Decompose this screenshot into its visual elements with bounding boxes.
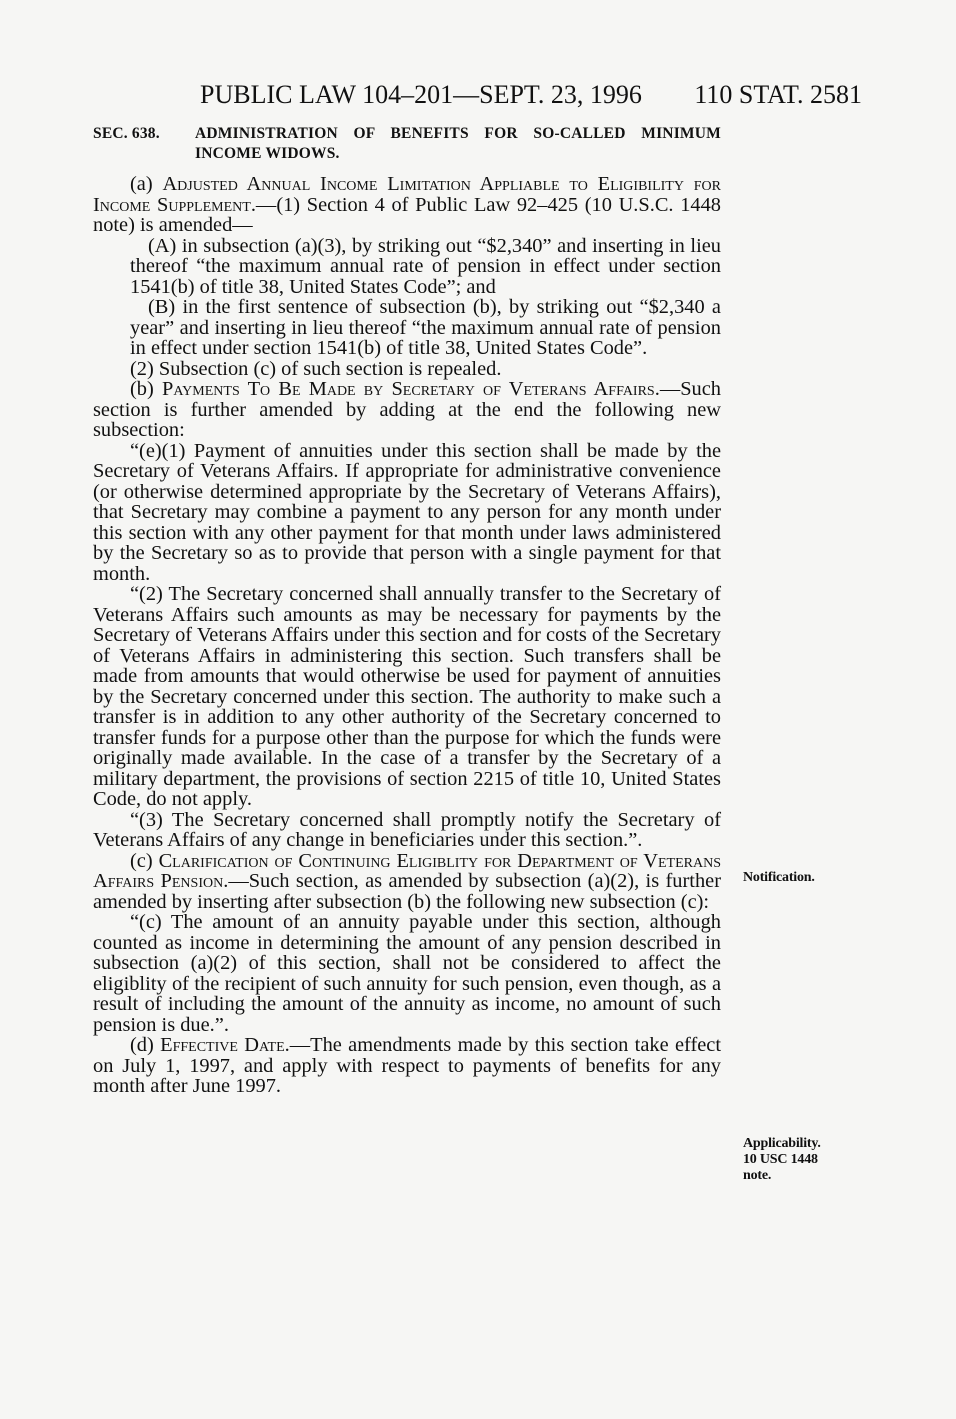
paragraph-c-label: (c) <box>130 849 159 872</box>
section-heading <box>93 124 721 164</box>
margin-note-notification: Notification. <box>743 870 815 885</box>
quoted-subsection-e3: “(3) The Secretary concerned shall promptly notify the Secretary of Veterans Affairs of any change in beneficiaries under this section.”. <box>93 808 721 851</box>
statute-page-number: 110 STAT. 2581 <box>694 80 862 109</box>
paragraph-a-label: (a) <box>130 173 163 195</box>
paragraph-d-text: —The amendments made by this section take effect on July 1, 1997, and apply with respect to payments of benefits for any month after June 1997. <box>93 1034 722 1097</box>
paragraph-d-heading: Effective Date. <box>160 1034 290 1056</box>
paragraph-a-heading: Adjusted Annual Income Limitation Appliable to Eligibility for Income Supplement. <box>93 173 722 216</box>
paragraph-b-label: (b) <box>130 378 162 400</box>
paragraph-c-heading: Clarification of Continuing Eligiblity for Department of Veterans Affairs Pension. <box>93 849 721 892</box>
paragraph-a-text: —(1) Section 4 of Public Law 92–425 (10 U.S.C. 1448 note) is amended— <box>93 193 721 236</box>
quoted-subsection-e1: “(e)(1) Payment of annuities under this section shall be made by the Secretary of Veterans Affairs. If appropriate for administrative convenience (or otherwise determined appropriate by the Secretary of Veterans Affairs), that Secretary may combine a payment to any person for any month under this section with any other payment for that month under laws administered by the Secretary so as to provide that person with a single payment for that month. <box>93 439 721 585</box>
section-number: SEC. 638. <box>93 125 160 142</box>
paragraph-c-text: —Such section, as amended by subsection (a)(2), is further amended by inserting after subsection (b) the following new subsection (c): <box>93 870 721 913</box>
margin-note-applicability-line2: 10 USC 1448 <box>743 1152 818 1167</box>
paragraph-a <box>93 174 721 236</box>
margin-note-applicability-line3: note. <box>743 1168 772 1183</box>
paragraph-b-text: —Such section is further amended by adding at the end the following new subsection: <box>93 378 721 441</box>
subparagraph-a-B: (B) in the first sentence of subsection (b), by striking out “$2,340 a year” and inserting in lieu thereof “the maximum annual rate of pension in effect under section 1541(b) of title 38, United States Code”. <box>130 296 721 359</box>
margin-note-applicability <box>743 1136 821 1184</box>
document-body <box>93 124 721 1097</box>
quoted-subsection-c: “(c) The amount of an annuity payable under this section, although counted as income in determining the amount of any pension described in subsection (a)(2) of this section, shall not be considered to affect the eligiblity of the recipient of such annuity for such pension, even though, as a result of including the amount of the annuity as income, no amount of such pension is due.”. <box>93 911 721 1036</box>
paragraph-c <box>93 851 721 913</box>
paragraph-a-2: (2) Subsection (c) of such section is repealed. <box>130 357 502 380</box>
public-law-citation: PUBLIC LAW 104–201—SEPT. 23, 1996 <box>200 80 642 109</box>
paragraph-b <box>93 379 721 441</box>
margin-note-applicability-line1: Applicability. <box>743 1136 821 1151</box>
paragraph-b-heading: Payments To Be Made by Secretary of Veterans Affairs. <box>162 378 660 400</box>
paragraph-d-label: (d) <box>130 1034 161 1056</box>
quoted-subsection-e2: “(2) The Secretary concerned shall annually transfer to the Secretary of Veterans Affairs such amounts as may be necessary for payments by the Secretary of Veterans Affairs under this section and for costs of the Secretary of Veterans Affairs in administering this section. Such transfers shall be made from amounts that would otherwise be used for payment of annuities by the Secretary concerned under this section. The authority to make such a transfer is in addition to any other authority of the Secretary concerned to transfer funds for a purpose other than the purpose for which the funds were originally made available. In the case of a transfer by the Secretary of a military department, the provisions of section 2215 of title 10, United States Code, do not apply. <box>93 583 721 810</box>
paragraph-d <box>93 1035 721 1097</box>
subparagraph-a-A: (A) in subsection (a)(3), by striking out “$2,340” and inserting in lieu thereof “the maximum annual rate of pension in effect under section 1541(b) of title 38, United States Code”; and <box>130 234 721 298</box>
section-title: ADMINISTRATION OF BENEFITS FOR SO-CALLED MINIMUM INCOME WIDOWS. <box>195 125 721 162</box>
